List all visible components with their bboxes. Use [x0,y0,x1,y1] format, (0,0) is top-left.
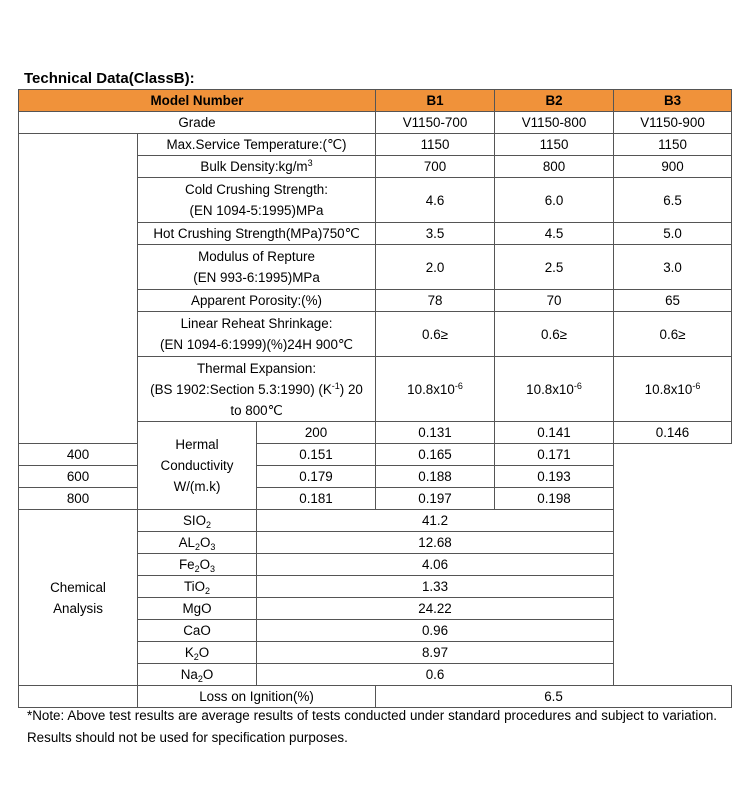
porosity-b3: 65 [614,290,732,312]
chemical-label: Chemical Analysis [19,510,138,686]
thermal-expansion-b3: $10.8x10^{-6}$ [614,357,732,422]
thermal-expansion-b1: $10.8x10^{-6}$ [376,357,495,422]
conductivity-b3: 0.171 [495,444,614,466]
modulus-label: Modulus of Repture (EN 993-6:1995)MPa [138,245,376,290]
grade-b3: V1150-900 [614,112,732,134]
porosity-b2: 70 [495,290,614,312]
loss-on-ignition-value: 6.5 [376,686,732,708]
conductivity-b3: 0.193 [495,466,614,488]
col-b2-header: B2 [495,90,614,112]
col-b3-header: B3 [614,90,732,112]
hot-crushing-b2: 4.5 [495,223,614,245]
conductivity-b3: 0.146 [614,422,732,444]
chemical-value: 4.06 [257,554,614,576]
footnote: *Note: Above test results are average results of tests conducted under standard procedures and subject to variation. Results should not be used for specification purposes. [27,708,717,745]
chemical-compound: $SIO_2$ [138,510,257,532]
grade-row [19,112,732,134]
conductivity-b2: 0.165 [376,444,495,466]
service-temp-b2: 1150 [495,134,614,156]
shrinkage-b1: 0.6≥ [376,312,495,357]
service-temp-b1: 1150 [376,134,495,156]
bulk-density-b1: 700 [376,156,495,178]
thermal-expansion-b2: $10.8x10^{-6}$ [495,357,614,422]
conductivity-b2: 0.188 [376,466,495,488]
modulus-b2: 2.5 [495,245,614,290]
porosity-b1: 78 [376,290,495,312]
hot-crushing-b1: 3.5 [376,223,495,245]
service-temp-row [19,134,732,156]
header-row [19,90,732,112]
conductivity-b2: 0.197 [376,488,495,510]
cold-crushing-b3: 6.5 [614,178,732,223]
col-b1-header: B1 [376,90,495,112]
cold-crushing-b1: 4.6 [376,178,495,223]
cold-crushing-label: Cold Crushing Strength: (EN 1094-5:1995)MPa [138,178,376,223]
model-number-header: Model Number [19,90,376,112]
conductivity-b1: 0.131 [376,422,495,444]
chemical-value: 0.96 [257,620,614,642]
service-temp-label: Max.Service Temperature:(℃) [138,134,376,156]
conductivity-temp: 200 [257,422,376,444]
conductivity-temp: 600 [19,466,138,488]
grade-b1: V1150-700 [376,112,495,134]
loss-on-ignition-label: Loss on Ignition(%) [138,686,376,708]
chemical-compound: $AL_2O_3$ [138,532,257,554]
shrinkage-label: Linear Reheat Shrinkage: (EN 1094-6:1999)(%)24H 900℃ [138,312,376,357]
bulk-density-b2: 800 [495,156,614,178]
conductivity-b2: 0.141 [495,422,614,444]
cold-crushing-b2: 6.0 [495,178,614,223]
chemical-compound: $Na_2O$ [138,664,257,686]
chemical-compound: CaO [138,620,257,642]
conductivity-row [19,488,732,510]
porosity-label: Apparent Porosity:(%) [138,290,376,312]
conductivity-temp: 400 [19,444,138,466]
chemical-value: 0.6 [257,664,614,686]
chemical-compound: $K_2O$ [138,642,257,664]
chemical-compound: MgO [138,598,257,620]
conductivity-b3: 0.198 [495,488,614,510]
conductivity-temp: 800 [19,488,138,510]
conductivity-b1: 0.179 [257,466,376,488]
conductivity-row [19,444,732,466]
grade-label: Grade [19,112,376,134]
service-temp-b3: 1150 [614,134,732,156]
conductivity-b1: 0.151 [257,444,376,466]
chemical-row [19,510,732,532]
chemical-value: 24.22 [257,598,614,620]
section-title: Technical Data(ClassB): [24,70,195,87]
grade-b2: V1150-800 [495,112,614,134]
chemical-compound: TiO$_2$ [138,576,257,598]
chemical-value: 12.68 [257,532,614,554]
thermal-expansion-label: Thermal Expansion: (BS 1902:Section 5.3:1990) $(K^{-1})$ 20 to 800℃ [138,357,376,422]
modulus-b3: 3.0 [614,245,732,290]
hot-crushing-label: Hot Crushing Strength(MPa)750℃ [138,223,376,245]
modulus-b1: 2.0 [376,245,495,290]
conductivity-row [19,466,732,488]
bulk-density-label: Bulk $Density:kg/m^3$ [138,156,376,178]
chemical-value: 1.33 [257,576,614,598]
shrinkage-b3: 0.6≥ [614,312,732,357]
technical-data-table [18,89,732,708]
conductivity-label: Hermal Conductivity W/(m.k) [138,422,257,510]
hot-crushing-b3: 5.0 [614,223,732,245]
chemical-compound: $Fe_2O_3$ [138,554,257,576]
shrinkage-b2: 0.6≥ [495,312,614,357]
conductivity-b1: 0.181 [257,488,376,510]
bulk-density-b3: 900 [614,156,732,178]
chemical-value: 8.97 [257,642,614,664]
chemical-value: 41.2 [257,510,614,532]
property-group-spacer [19,134,138,444]
